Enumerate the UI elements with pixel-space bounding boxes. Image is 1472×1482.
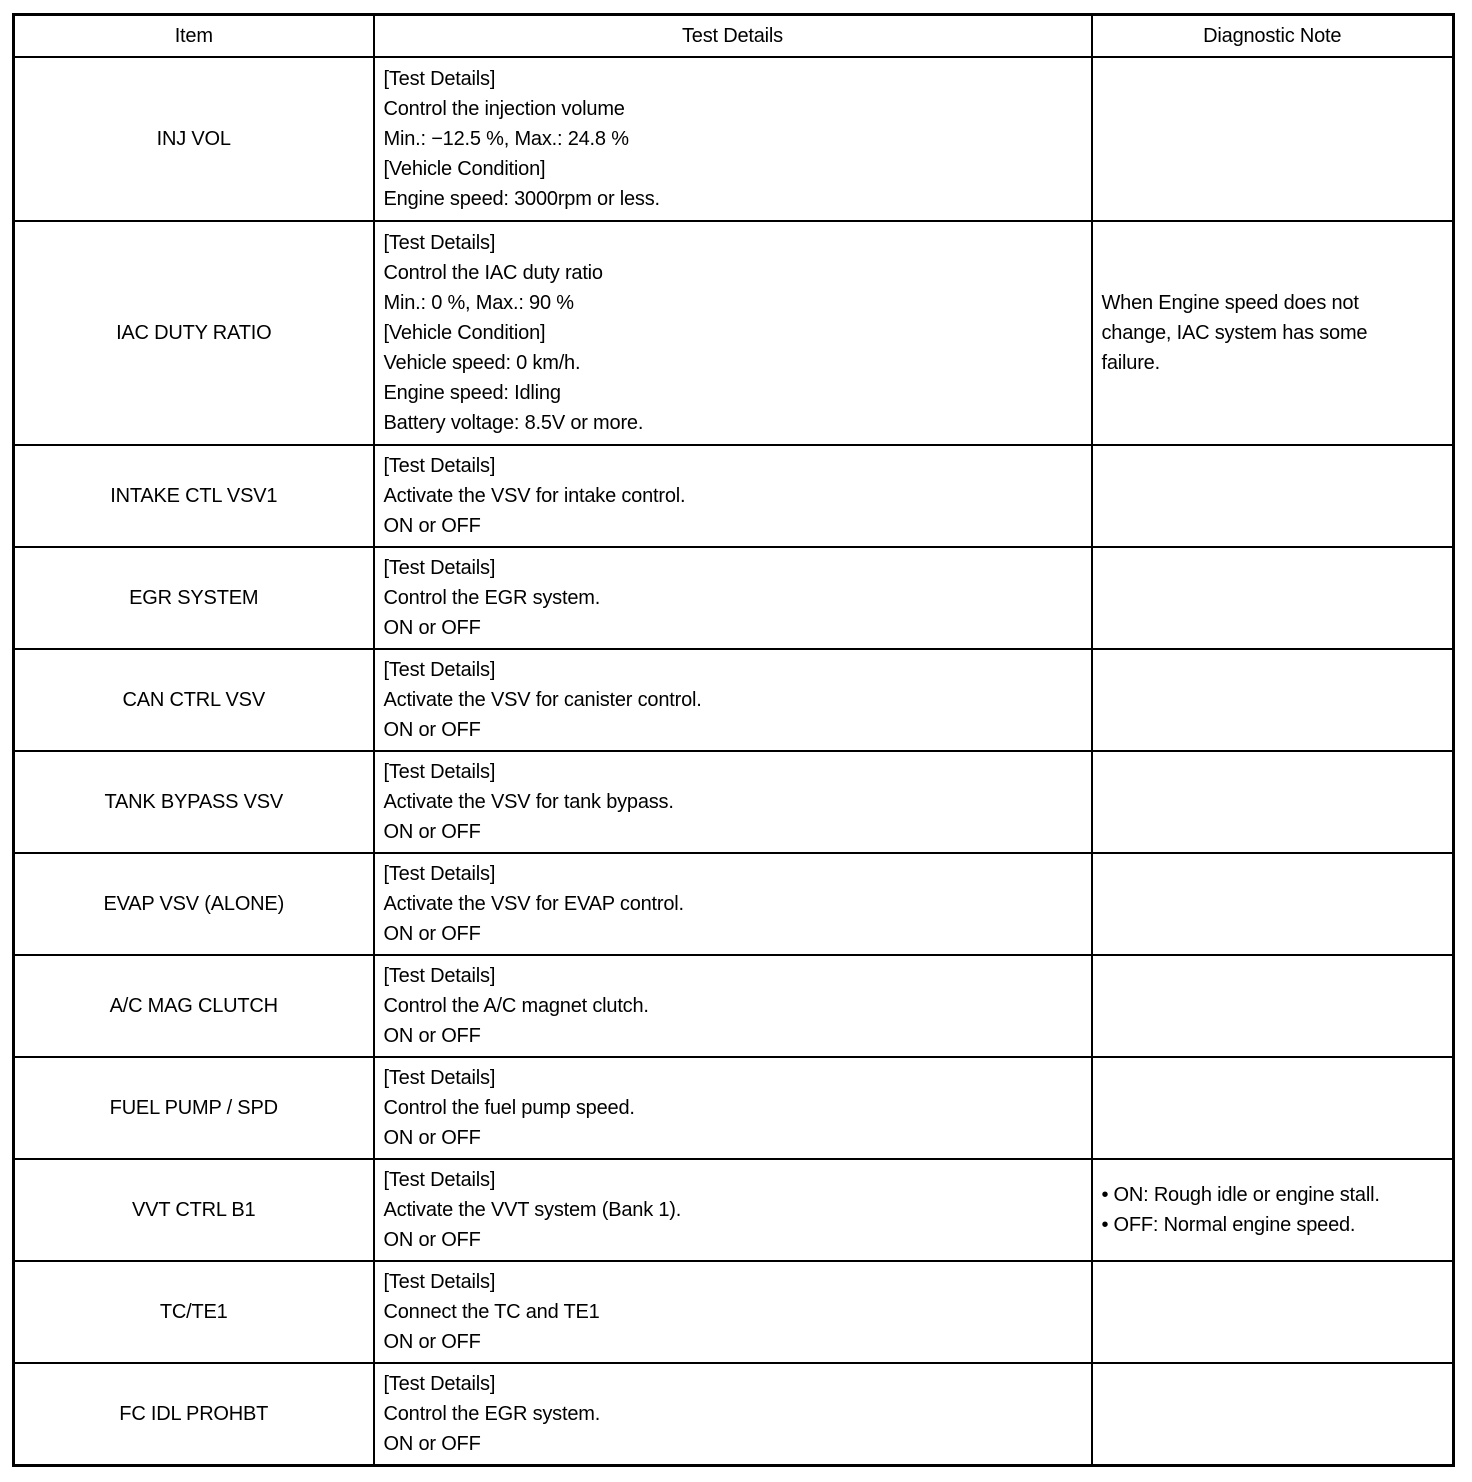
test-details-line: [Test Details]: [383, 232, 496, 254]
item-cell: EVAP VSV (ALONE): [14, 853, 374, 955]
bullet-dot-icon: •: [1101, 1214, 1109, 1236]
item-cell: A/C MAG CLUTCH: [14, 955, 374, 1057]
header-test-details: Test Details: [374, 15, 1092, 58]
item-cell: TC/TE1: [14, 1261, 374, 1363]
test-details-line: Control the injection volume: [383, 98, 625, 120]
test-details-line: Min.: 0 %, Max.: 90 %: [383, 292, 574, 314]
diagnostic-note-cell: [1092, 1057, 1454, 1159]
diagnostic-note-cell: [1092, 853, 1454, 955]
table-row: [14, 955, 1454, 1057]
test-details-line: Engine speed: Idling: [383, 382, 561, 404]
header-item: Item: [14, 15, 374, 58]
table-row: [14, 221, 1454, 445]
item-cell: VVT CTRL B1: [14, 1159, 374, 1261]
diagnostic-note-cell: [1092, 751, 1454, 853]
diagnostic-note-cell: [1092, 221, 1454, 445]
test-details-cell: [374, 445, 1092, 547]
test-details-line: ON or OFF: [383, 719, 481, 741]
test-details-cell: [374, 1057, 1092, 1159]
test-details-line: ON or OFF: [383, 1331, 481, 1353]
bullet-dot-icon: •: [1101, 1184, 1109, 1206]
table-row: [14, 649, 1454, 751]
diagnostic-note-cell: [1092, 1159, 1454, 1261]
item-cell: INTAKE CTL VSV1: [14, 445, 374, 547]
item-cell: CAN CTRL VSV: [14, 649, 374, 751]
test-details-line: [Vehicle Condition]: [383, 322, 546, 344]
diagnostic-note-bullet: [1102, 1210, 1445, 1240]
item-cell: INJ VOL: [14, 57, 374, 221]
test-details-line: Control the A/C magnet clutch.: [383, 995, 649, 1017]
diagnostic-note-cell: [1092, 955, 1454, 1057]
test-details-cell: [374, 955, 1092, 1057]
test-details-line: [Test Details]: [383, 761, 496, 783]
item-cell: TANK BYPASS VSV: [14, 751, 374, 853]
test-details-cell: [374, 649, 1092, 751]
test-details-cell: [374, 853, 1092, 955]
table-row: [14, 1057, 1454, 1159]
active-test-table: [12, 13, 1455, 1467]
test-details-line: Activate the VVT system (Bank 1).: [383, 1199, 682, 1221]
test-details-line: Activate the VSV for tank bypass.: [383, 791, 674, 813]
test-details-line: ON or OFF: [383, 515, 481, 537]
diagnostic-note-cell: [1092, 445, 1454, 547]
table-row: [14, 445, 1454, 547]
table-row: [14, 751, 1454, 853]
table-row: [14, 57, 1454, 221]
diagnostic-note-line: change, IAC system has some: [1101, 322, 1368, 344]
table-row: [14, 547, 1454, 649]
test-details-cell: [374, 1363, 1092, 1465]
table-body: [14, 57, 1454, 1465]
test-details-cell: [374, 751, 1092, 853]
header-diagnostic-note: Diagnostic Note: [1092, 15, 1454, 58]
test-details-line: Control the EGR system.: [383, 587, 601, 609]
test-details-line: Connect the TC and TE1: [383, 1301, 600, 1323]
test-details-cell: [374, 57, 1092, 221]
test-details-line: [Test Details]: [383, 863, 496, 885]
diagnostic-note-cell: [1092, 547, 1454, 649]
test-details-line: Engine speed: 3000rpm or less.: [383, 188, 660, 210]
diagnostic-note-bullet-text: OFF: Normal engine speed.: [1113, 1214, 1356, 1236]
item-cell: FUEL PUMP / SPD: [14, 1057, 374, 1159]
test-details-line: [Test Details]: [383, 1271, 496, 1293]
test-details-line: Control the EGR system.: [383, 1402, 601, 1425]
test-details-line: Vehicle speed: 0 km/h.: [383, 352, 581, 374]
test-details-line: [Test Details]: [383, 557, 496, 579]
test-details-line: [Test Details]: [383, 1372, 496, 1395]
test-details-line: [Test Details]: [383, 659, 496, 681]
diagnostic-note-cell: [1092, 1363, 1454, 1465]
table-row: [14, 853, 1454, 955]
test-details-line: Control the fuel pump speed.: [383, 1097, 635, 1119]
test-details-cell: [374, 1261, 1092, 1363]
test-details-cell: [374, 221, 1092, 445]
test-details-line: ON or OFF: [383, 1025, 481, 1047]
test-details-line: Activate the VSV for EVAP control.: [383, 893, 684, 915]
test-details-line: ON or OFF: [383, 1229, 481, 1251]
test-details-line: ON or OFF: [383, 923, 481, 945]
test-details-line: ON or OFF: [383, 617, 481, 639]
test-details-line: [Vehicle Condition]: [383, 158, 546, 180]
diagnostic-note-line: failure.: [1101, 352, 1160, 374]
diagnostic-note-bullet-text: ON: Rough idle or engine stall.: [1113, 1184, 1380, 1206]
test-details-cell: [374, 1159, 1092, 1261]
test-details-line: ON or OFF: [383, 1127, 481, 1149]
table-row: [14, 1261, 1454, 1363]
diagnostic-note-cell: [1092, 57, 1454, 221]
test-details-line: [Test Details]: [383, 965, 496, 987]
test-details-line: Activate the VSV for intake control.: [383, 485, 686, 507]
table-row: [14, 1159, 1454, 1261]
test-details-cell: [374, 547, 1092, 649]
diagnostic-note-cell: [1092, 1261, 1454, 1363]
test-details-line: Activate the VSV for canister control.: [383, 689, 702, 711]
item-cell: IAC DUTY RATIO: [14, 221, 374, 445]
test-details-line: [Test Details]: [383, 68, 496, 90]
diagnostic-note-line: When Engine speed does not: [1101, 292, 1359, 314]
test-details-line: Min.: −12.5 %, Max.: 24.8 %: [383, 128, 629, 150]
diagnostic-note-cell: [1092, 649, 1454, 751]
header-row: [14, 15, 1454, 58]
test-details-line: ON or OFF: [383, 821, 481, 843]
test-details-line: Control the IAC duty ratio: [383, 262, 603, 284]
test-details-line: [Test Details]: [383, 455, 496, 477]
table-row: [14, 1363, 1454, 1465]
item-cell: EGR SYSTEM: [14, 547, 374, 649]
item-cell: FC IDL PROHBT: [14, 1363, 374, 1465]
test-details-line: [Test Details]: [383, 1067, 496, 1089]
test-details-line: ON or OFF: [383, 1432, 481, 1455]
test-details-line: [Test Details]: [383, 1169, 496, 1191]
diagnostic-note-bullet: [1102, 1180, 1445, 1210]
test-details-line: Battery voltage: 8.5V or more.: [383, 412, 644, 434]
